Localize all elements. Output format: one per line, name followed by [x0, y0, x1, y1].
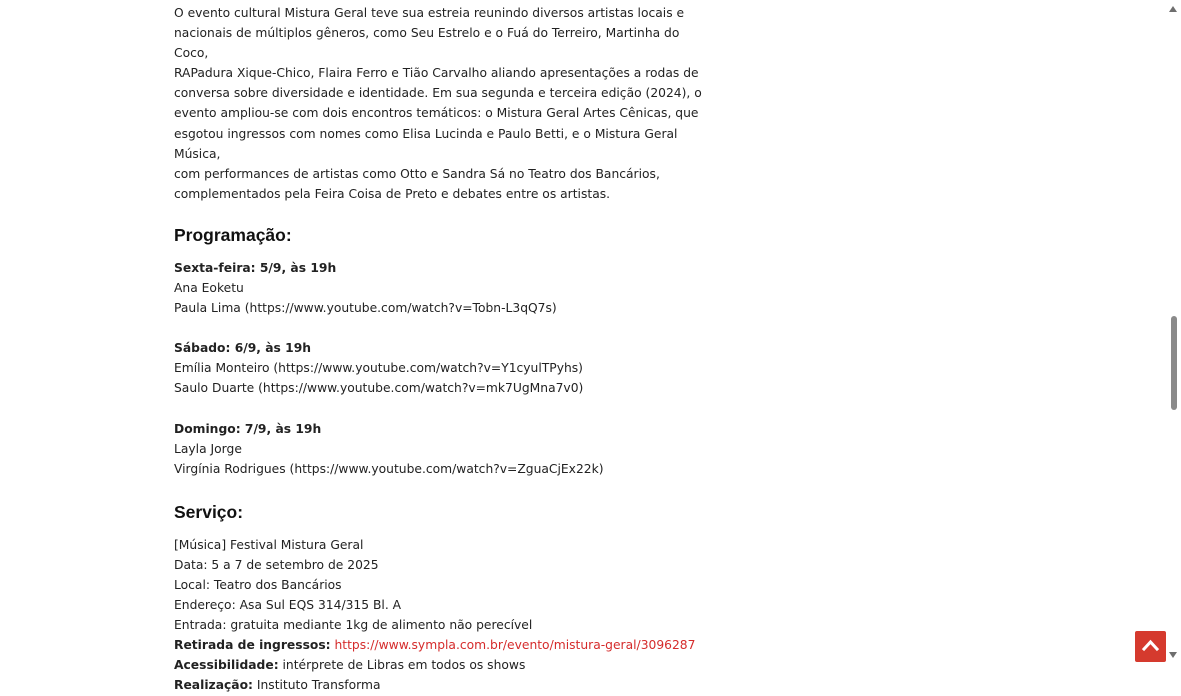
artist-item: Ana Eoketu	[174, 281, 244, 296]
schedule-day-friday	[174, 258, 704, 318]
intro-line: complementados pela Feira Coisa de Preto e debates entre os artistas.	[174, 186, 611, 201]
accessibility-label: Acessibilidade:	[174, 658, 279, 673]
intro-line: conversa sobre diversidade e identidade. Em sua segunda e terceira edição (2024), o	[174, 86, 702, 101]
tickets-label: Retirada de ingressos:	[174, 638, 331, 653]
programacao-heading: Programação:	[174, 224, 292, 245]
realization-line	[174, 675, 704, 695]
article-content	[174, 3, 704, 696]
intro-line: evento ampliou-se com dois encontros temáticos: o Mistura Geral Artes Cênicas, que	[174, 106, 699, 121]
event-date: Data: 5 a 7 de setembro de 2025	[174, 557, 379, 572]
schedule-day-sunday	[174, 419, 704, 479]
artist-item: Layla Jorge	[174, 441, 242, 456]
servico-heading: Serviço:	[174, 501, 244, 522]
event-entry: Entrada: gratuita mediante 1kg de alimento não perecível	[174, 618, 533, 633]
tickets-line	[174, 635, 704, 655]
accessibility-value: intérprete de Libras em todos os shows	[278, 658, 526, 673]
intro-line: nacionais de múltiplos gêneros, como Seu Estrelo e o Fuá do Terreiro, Martinha do Coco,	[174, 26, 680, 61]
intro-line: O evento cultural Mistura Geral teve sua estreia reunindo diversos artistas locais e	[174, 6, 685, 20]
tickets-link[interactable]: https://www.sympla.com.br/evento/mistura-geral/3096287	[334, 638, 696, 653]
intro-paragraph	[174, 3, 704, 204]
day-title: Sábado: 6/9, às 19h	[174, 341, 312, 356]
artist-item: Paula Lima (https://www.youtube.com/watch?v=Tobn-L3qQ7s)	[174, 301, 557, 316]
scroll-up-arrow-icon[interactable]	[1169, 6, 1177, 12]
page-scrollbar[interactable]	[1167, 0, 1181, 664]
accessibility-line	[174, 655, 704, 675]
scroll-thumb[interactable]	[1171, 316, 1177, 410]
realization-label: Realização:	[174, 678, 253, 693]
day-title: Domingo: 7/9, às 19h	[174, 421, 322, 436]
event-address: Endereço: Asa Sul EQS 314/315 Bl. A	[174, 598, 402, 613]
artist-item: Saulo Duarte (https://www.youtube.com/watch?v=mk7UgMna7v0)	[174, 381, 584, 396]
intro-line: esgotou ingressos com nomes como Elisa Lucinda e Paulo Betti, e o Mistura Geral Música,	[174, 126, 678, 161]
intro-line: com performances de artistas como Otto e Sandra Sá no Teatro dos Bancários,	[174, 166, 660, 181]
schedule-day-saturday	[174, 338, 704, 398]
artist-item: Emília Monteiro (https://www.youtube.com/watch?v=Y1cyulTPyhs)	[174, 361, 583, 376]
back-to-top-button[interactable]	[1135, 631, 1166, 662]
event-name: [Música] Festival Mistura Geral	[174, 537, 364, 552]
day-title: Sexta-feira: 5/9, às 19h	[174, 260, 337, 275]
scroll-down-arrow-icon[interactable]	[1169, 652, 1177, 658]
servico-details	[174, 535, 704, 696]
event-venue: Local: Teatro dos Bancários	[174, 577, 342, 592]
realization-value: Instituto Transforma	[252, 678, 381, 693]
artist-item: Virgínia Rodrigues (https://www.youtube.com/watch?v=ZguaCjEx22k)	[174, 461, 604, 476]
chevron-up-icon	[1142, 639, 1159, 651]
intro-line: RAPadura Xique-Chico, Flaira Ferro e Tião Carvalho aliando apresentações a rodas de	[174, 66, 699, 81]
